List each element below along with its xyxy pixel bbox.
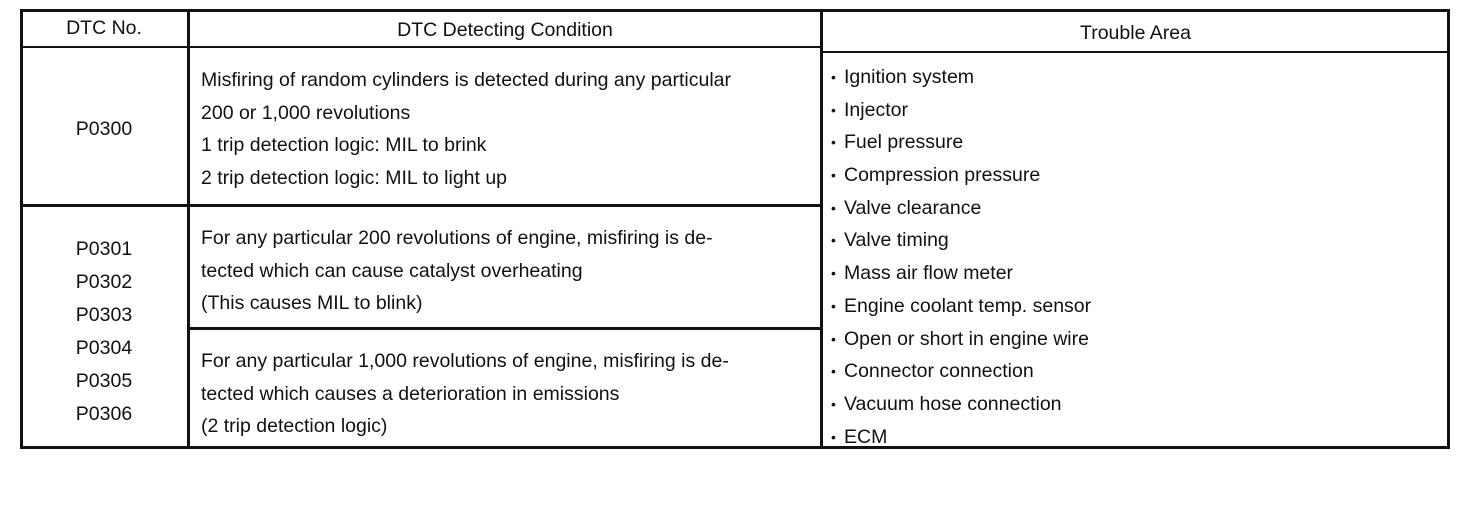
dtc-code-p0303: P0303 <box>75 304 133 326</box>
row-divider-p0300 <box>20 204 823 207</box>
condition-1000-line-3: (2 trip detection logic) <box>201 415 388 437</box>
trouble-item-valve-clearance <box>831 192 1091 225</box>
condition-200-line-2: tected which can cause catalyst overheating <box>201 259 583 282</box>
trouble-item-label: Vacuum hose connection <box>844 392 1062 415</box>
bullet-icon: • <box>831 363 836 380</box>
trouble-item-vacuum-hose-connection <box>831 388 1091 421</box>
dtc-code-p0305: P0305 <box>75 370 133 392</box>
trouble-item-label: Fuel pressure <box>844 131 964 154</box>
trouble-item-compression-pressure <box>831 159 1091 192</box>
trouble-item-open-or-short <box>831 323 1091 356</box>
condition-1000-line-2: tected which causes a deterioration in emissions <box>201 382 620 405</box>
trouble-item-label: Compression pressure <box>844 164 1041 187</box>
table-border-top <box>20 9 1450 12</box>
header-divider-left <box>20 46 823 48</box>
bullet-icon: • <box>831 199 836 216</box>
trouble-item-label: Open or short in engine wire <box>844 327 1089 350</box>
condition-p0300 <box>201 64 731 194</box>
condition-p0300-line-3: 1 trip detection logic: MIL to brink <box>201 134 487 156</box>
trouble-item-valve-timing <box>831 224 1091 257</box>
bullet-icon: • <box>831 101 836 118</box>
trouble-item-label: Connector connection <box>844 360 1034 383</box>
trouble-item-label: Engine coolant temp. sensor <box>844 294 1092 317</box>
trouble-item-engine-coolant-temp-sensor <box>831 290 1091 323</box>
bullet-icon: • <box>831 330 836 347</box>
dtc-code-p0306: P0306 <box>75 403 133 425</box>
dtc-code-list <box>20 233 188 431</box>
bullet-icon: • <box>831 428 836 445</box>
header-detecting-condition: DTC Detecting Condition <box>397 19 613 41</box>
column-divider-2 <box>820 9 823 449</box>
table-border-bottom <box>20 446 1450 449</box>
trouble-item-mass-air-flow-meter <box>831 257 1091 290</box>
trouble-item-label: Ignition system <box>844 66 975 88</box>
trouble-item-label: Valve clearance <box>844 196 982 219</box>
bullet-icon: • <box>831 69 836 85</box>
dtc-code-p0301: P0301 <box>75 238 133 260</box>
trouble-item-fuel-pressure <box>831 126 1091 159</box>
condition-200-line-1: For any particular 200 revolutions of engine, misfiring is de- <box>201 227 713 249</box>
bullet-icon: • <box>831 395 836 412</box>
bullet-icon: • <box>831 232 836 249</box>
trouble-item-connector-connection <box>831 355 1091 388</box>
bullet-icon: • <box>831 134 836 151</box>
condition-200-revolutions <box>201 222 713 320</box>
condition-p0300-line-4: 2 trip detection logic: MIL to light up <box>201 166 508 189</box>
trouble-item-label: Injector <box>844 98 908 121</box>
bullet-icon: • <box>831 265 836 282</box>
trouble-item-label: Valve timing <box>844 229 949 252</box>
bullet-icon: • <box>831 297 836 314</box>
condition-1000-line-1: For any particular 1,000 revolutions of engine, misfiring is de- <box>201 350 729 372</box>
dtc-code-p0300: P0300 <box>75 118 133 140</box>
trouble-item-injector <box>831 94 1091 127</box>
condition-p0300-line-1: Misfiring of random cylinders is detected during any particular <box>201 69 731 91</box>
header-divider-right <box>820 51 1450 53</box>
condition-p0300-line-2: 200 or 1,000 revolutions <box>201 101 411 124</box>
bullet-icon: • <box>831 167 836 184</box>
row-divider-condition <box>187 327 823 330</box>
header-trouble-area: Trouble Area <box>1080 22 1191 44</box>
dtc-code-p0304: P0304 <box>75 337 133 359</box>
trouble-item-label: ECM <box>844 425 888 448</box>
trouble-item-label: Mass air flow meter <box>844 262 1014 285</box>
trouble-item-ecm <box>831 421 1091 454</box>
dtc-code-p0302: P0302 <box>75 271 133 293</box>
dtc-table <box>20 9 1450 450</box>
condition-1000-revolutions <box>201 345 729 443</box>
trouble-area-list <box>831 61 1091 453</box>
table-border-right <box>1447 9 1450 449</box>
trouble-item-ignition-system <box>831 61 1091 94</box>
condition-200-line-3: (This causes MIL to blink) <box>201 292 423 314</box>
header-dtc-no: DTC No. <box>66 17 142 39</box>
